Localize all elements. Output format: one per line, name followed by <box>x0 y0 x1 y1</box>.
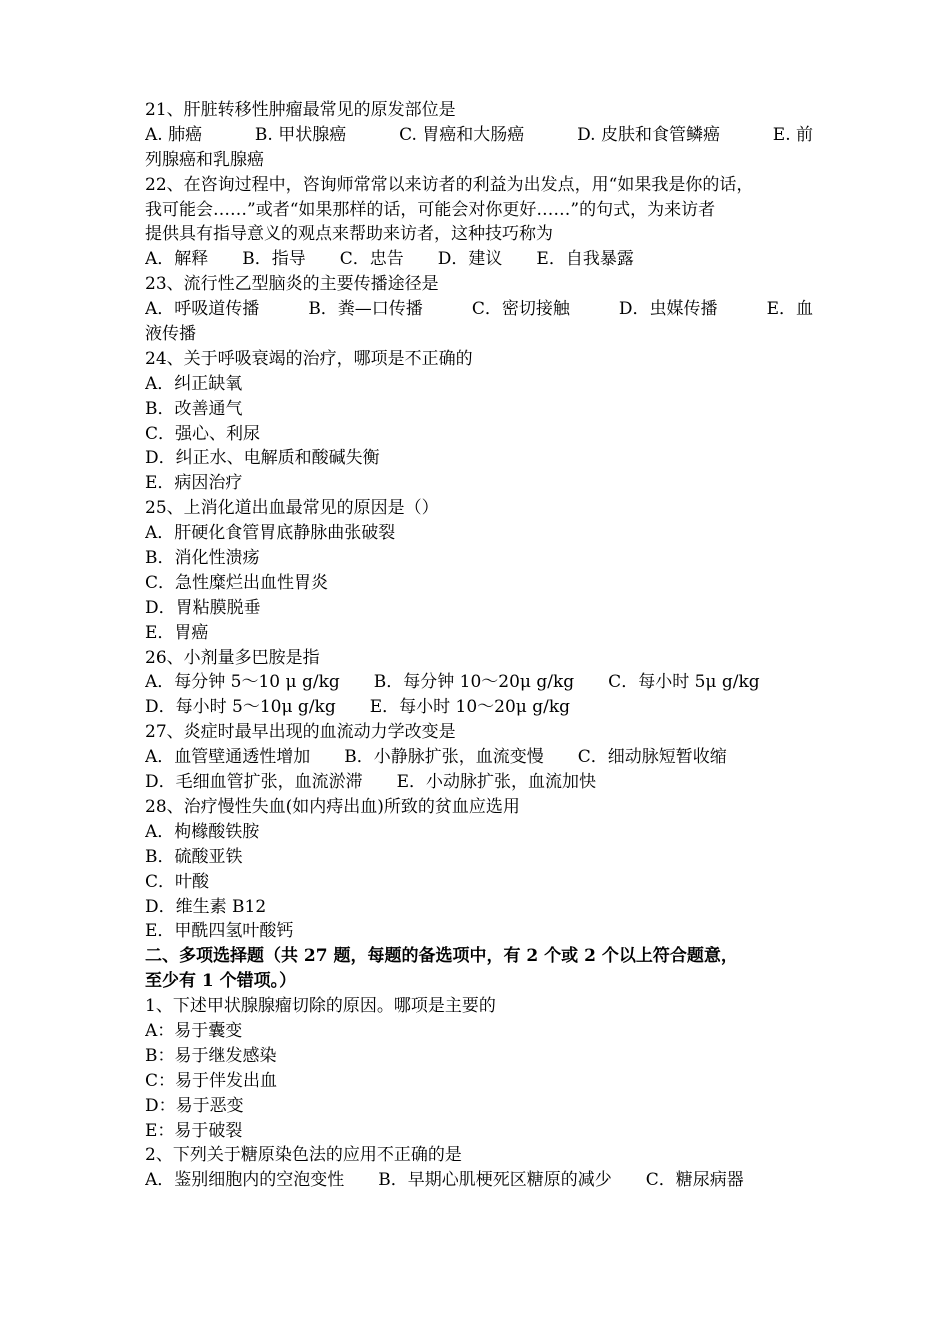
text-line: A．血管壁通透性增加 B．小静脉扩张，血流变慢 C．细动脉短暂收缩 <box>145 747 727 768</box>
option-cell: A．呼吸道传播 <box>145 299 260 320</box>
section-heading-line: 二、多项选择题（共 27 题，每题的备选项中，有 2 个或 2 个以上符合题意， <box>145 946 738 967</box>
text-line: C．叶酸 <box>145 871 210 892</box>
option-cell: B．粪—口传播 <box>308 299 423 320</box>
text-line: 21、肝脏转移性肿瘤最常见的原发部位是 <box>145 100 456 120</box>
text-line: 26、小剂量多巴胺是指 <box>145 647 320 668</box>
text-line: 我可能会……”或者“如果那样的话，可能会对你更好……”的句式，为来访者 <box>145 199 716 220</box>
text-line: 2、下列关于糖原染色法的应用不正确的是 <box>145 1145 462 1166</box>
text-line: C．强心、利尿 <box>145 423 261 444</box>
option-cell: D. 皮肤和食管鳞癌 <box>577 124 720 145</box>
text-line: B．消化性溃疡 <box>145 548 260 569</box>
text-line: 28、治疗慢性失血(如内痔出血)所致的贫血应选用 <box>145 796 520 817</box>
text-line: E．甲酰四氢叶酸钙 <box>145 921 294 942</box>
text-line: A．鉴别细胞内的空泡变性 B．早期心肌梗死区糖原的减少 C．糖尿病器 <box>145 1170 744 1191</box>
text-line: 1、下述甲状腺腺瘤切除的原因。哪项是主要的 <box>145 996 496 1017</box>
text-line: C．急性糜烂出血性胃炎 <box>145 572 329 593</box>
option-cell: D．虫媒传播 <box>618 299 718 320</box>
section-heading-line: 至少有 1 个错项。） <box>145 971 297 992</box>
text-line: D．每小时 5～10μ g/kg E．每小时 10～20μ g/kg <box>145 697 571 718</box>
option-cell: E. 前 <box>772 124 813 145</box>
text-line: A．肝硬化食管胃底静脉曲张破裂 <box>145 523 396 544</box>
text-line: A．每分钟 5～10 μ g/kg B．每分钟 10～20μ g/kg C．每小时 5μ g/kg <box>145 672 760 693</box>
text-line: 25、上消化道出血最常见的原因是（） <box>145 498 439 519</box>
option-cell: A. 肺癌 <box>145 124 203 145</box>
text-line: D．维生素 B12 <box>145 896 267 917</box>
text-line: B：易于继发感染 <box>145 1045 277 1066</box>
option-cell: C．密切接触 <box>471 299 570 320</box>
text-line: 22、在咨询过程中，咨询师常常以来访者的利益为出发点，用“如果我是你的话， <box>145 174 754 195</box>
text-line <box>145 297 813 322</box>
text-line: A．解释 B．指导 C．忠告 D．建议 E．自我暴露 <box>145 249 634 270</box>
text-line: 27、炎症时最早出现的血流动力学改变是 <box>145 722 456 743</box>
text-line <box>145 123 813 148</box>
text-line: E．病因治疗 <box>145 473 243 494</box>
document-body <box>145 98 813 1193</box>
text-line: B．改善通气 <box>145 398 243 419</box>
text-line: 24、关于呼吸衰竭的治疗，哪项是不正确的 <box>145 348 473 369</box>
text-line: A．纠正缺氧 <box>145 373 243 394</box>
option-cell: E．血 <box>766 299 813 320</box>
text-line: D．纠正水、电解质和酸碱失衡 <box>145 448 380 469</box>
text-line: 列腺癌和乳腺癌 <box>145 149 264 170</box>
text-line: A．枸橼酸铁胺 <box>145 821 260 842</box>
text-line: A：易于囊变 <box>145 1020 243 1041</box>
text-line: C：易于伴发出血 <box>145 1070 278 1091</box>
text-line: B．硫酸亚铁 <box>145 846 243 867</box>
text-line: 提供具有指导意义的观点来帮助来访者，这种技巧称为 <box>145 224 553 245</box>
option-cell: B. 甲状腺癌 <box>254 124 347 145</box>
text-line: D．胃粘膜脱垂 <box>145 597 261 618</box>
option-cell: C. 胃癌和大肠癌 <box>399 124 525 145</box>
text-line: E．胃癌 <box>145 622 209 643</box>
text-line: E：易于破裂 <box>145 1120 243 1141</box>
text-line: 23、流行性乙型脑炎的主要传播途径是 <box>145 274 439 295</box>
text-line: D：易于恶变 <box>145 1095 244 1116</box>
text-line: 液传播 <box>145 324 196 345</box>
text-line: D．毛细血管扩张，血流淤滞 E．小动脉扩张，血流加快 <box>145 772 597 793</box>
